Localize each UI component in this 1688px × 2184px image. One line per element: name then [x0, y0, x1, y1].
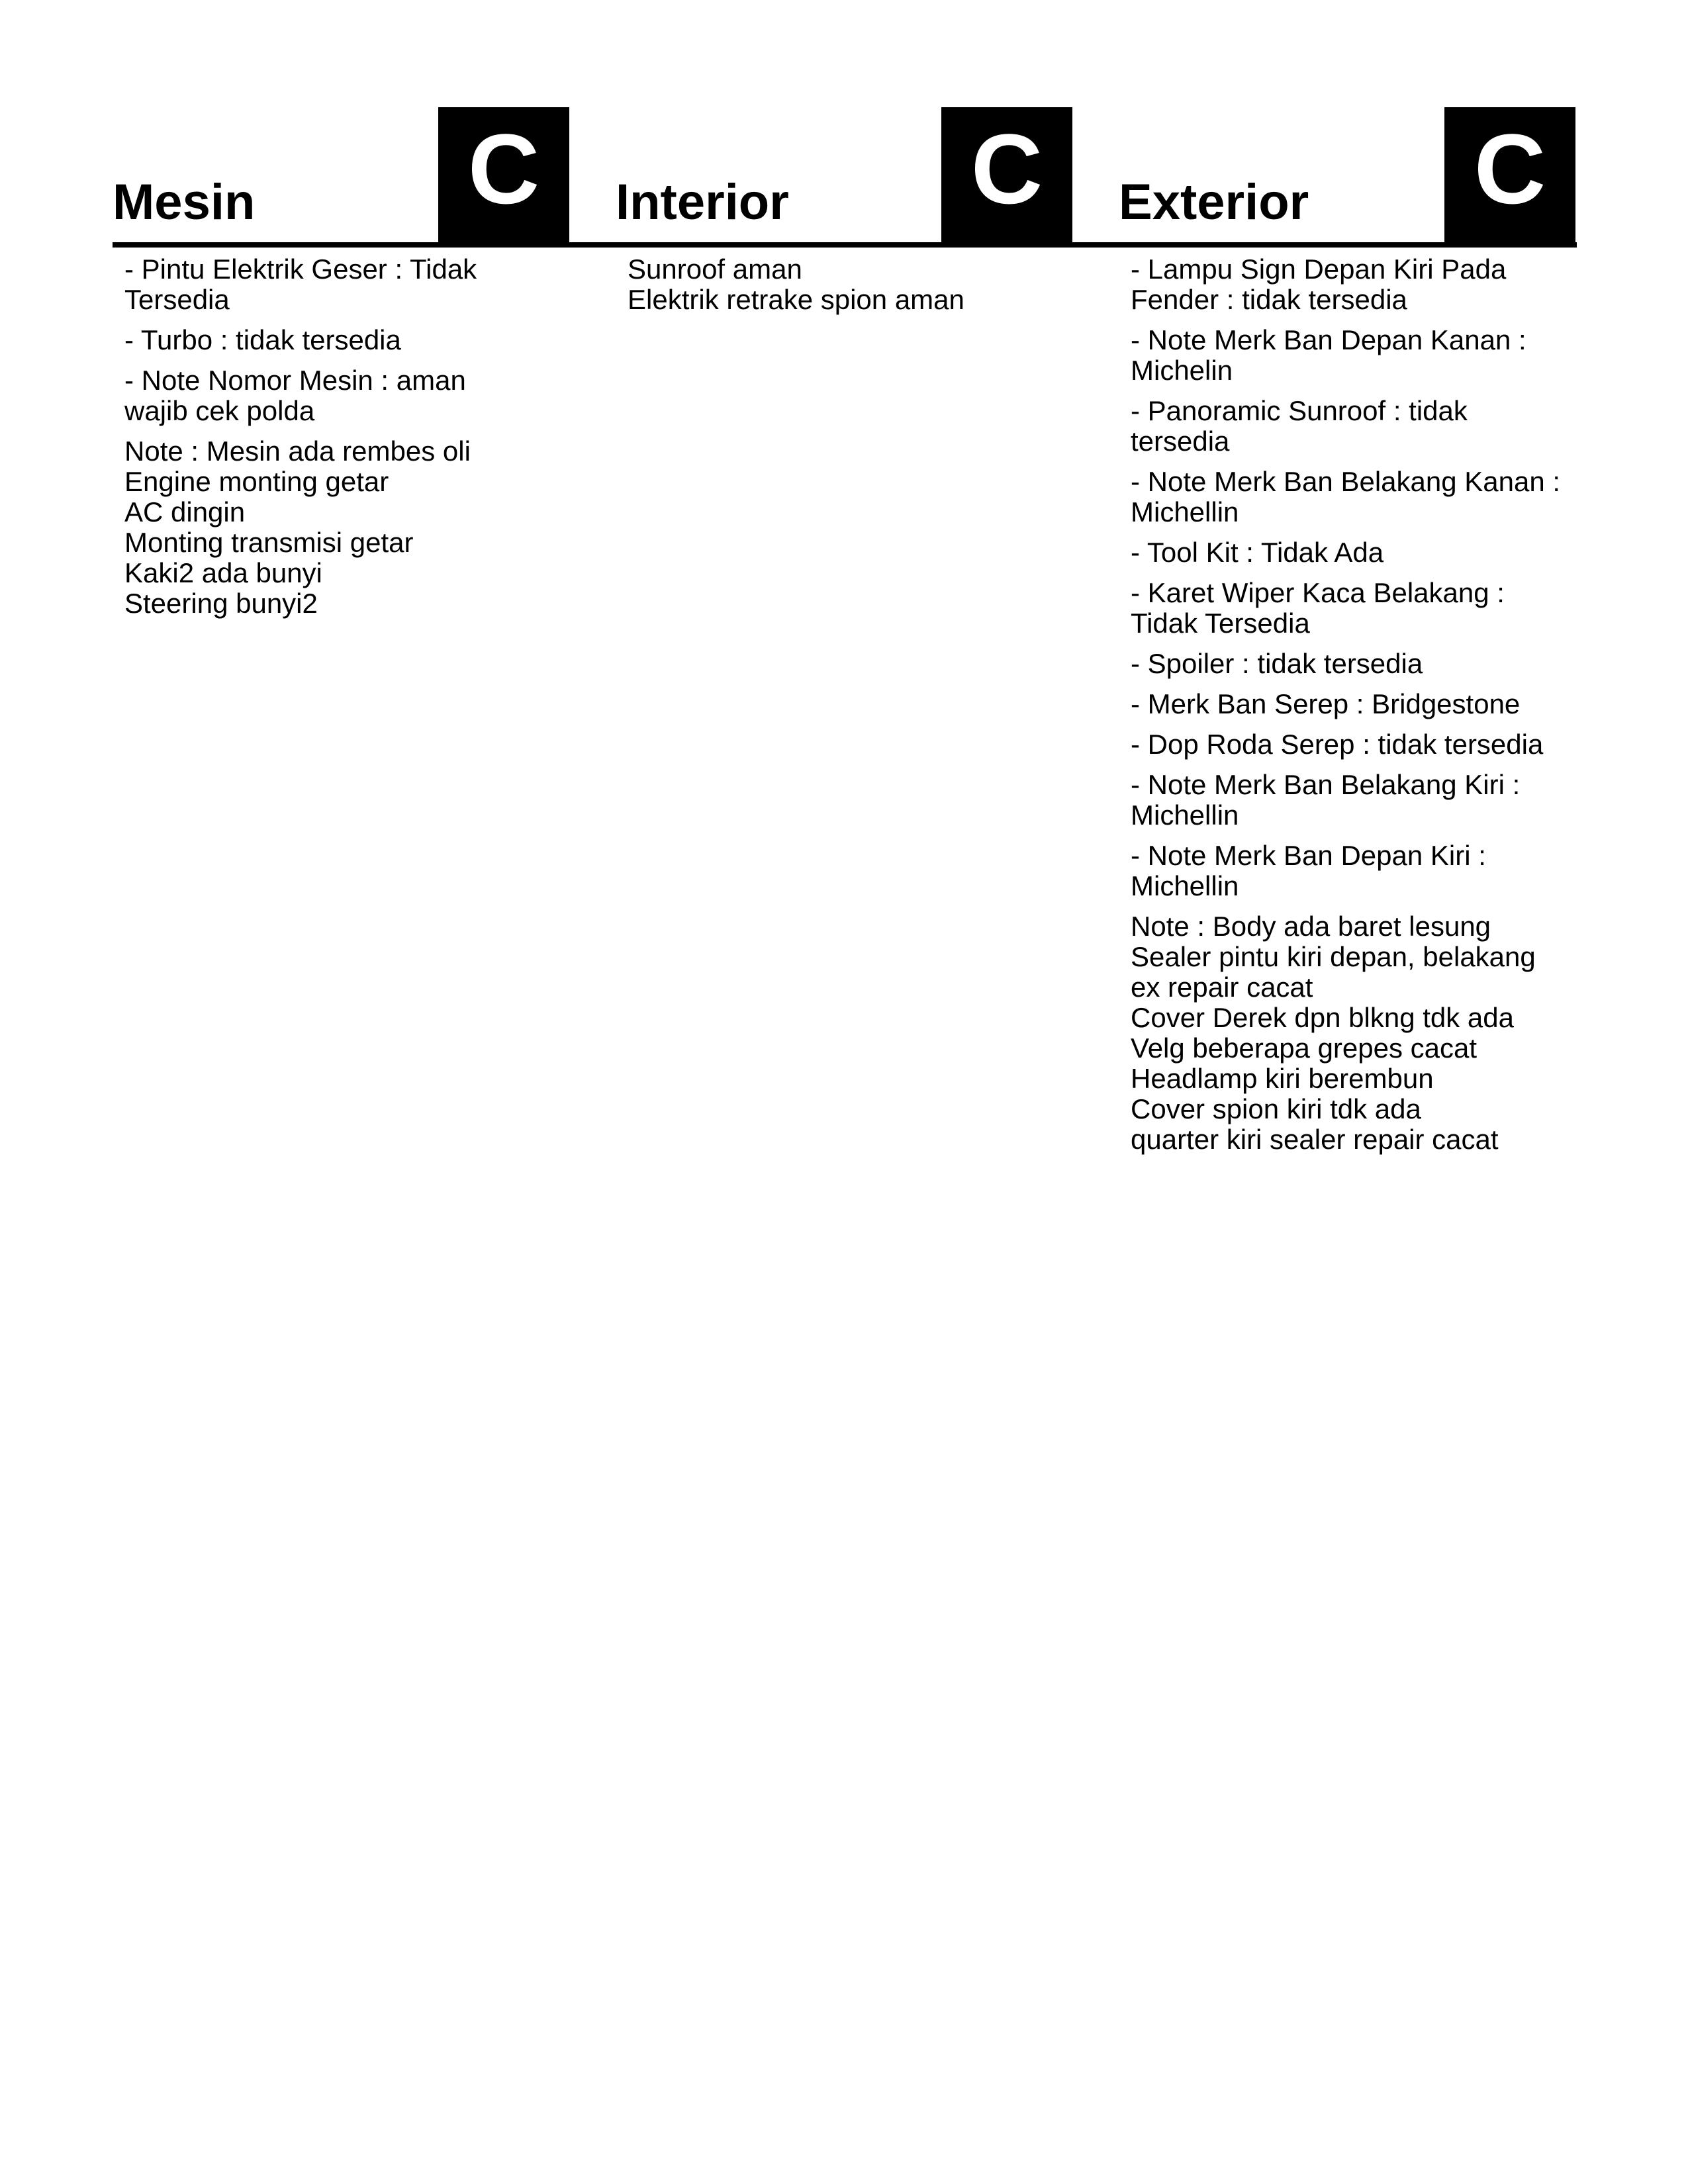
list-item: - Note Merk Ban Belakang Kiri : Michellin: [1131, 769, 1521, 831]
section-header-interior: [616, 107, 1072, 242]
list-item: - Spoiler : tidak tersedia: [1131, 648, 1423, 679]
list-item: - Karet Wiper Kaca Belakang : Tidak Tersedia: [1131, 577, 1505, 639]
section-body-mesin: [124, 254, 522, 619]
section-header-exterior: [1119, 107, 1575, 242]
list-item: - Note Merk Ban Belakang Kanan : Michellin: [1131, 466, 1561, 527]
section-note-exterior: Note : Body ada baret lesung Sealer pintu kiri depan, belakang ex repair cacat Cover Derek dpn blkng tdk ada Velg beberapa grepes cacat Headlamp kiri berembun Cover spion kiri tdk ada quarter kiri sealer repair cacat: [1131, 911, 1536, 1155]
grade-badge-exterior: C: [1444, 107, 1575, 242]
list-item: - Turbo : tidak tersedia: [124, 324, 401, 355]
section-header-mesin: [113, 107, 569, 242]
list-item: - Note Merk Ban Depan Kiri : Michellin: [1131, 840, 1486, 901]
list-item: - Note Merk Ban Depan Kanan : Michelin: [1131, 324, 1526, 386]
section-body-exterior: [1131, 254, 1568, 1155]
header-divider: [113, 242, 1577, 248]
section-title-mesin: Mesin: [113, 174, 256, 230]
section-note-mesin: Note : Mesin ada rembes oli Engine monting getar AC dingin Monting transmisi getar Kaki2 ada bunyi Steering bunyi2: [124, 435, 471, 619]
grade-badge-interior: C: [941, 107, 1072, 242]
list-item: - Tool Kit : Tidak Ada: [1131, 537, 1384, 568]
section-title-interior: Interior: [616, 174, 789, 230]
list-item: - Pintu Elektrik Geser : Tidak Tersedia: [124, 253, 477, 315]
section-header-row: [113, 107, 1577, 248]
section-body-interior: [628, 254, 1051, 315]
section-title-exterior: Exterior: [1119, 174, 1309, 230]
list-item: - Merk Ban Serep : Bridgestone: [1131, 688, 1521, 719]
list-item: - Dop Roda Serep : tidak tersedia: [1131, 729, 1544, 760]
section-note-interior: Sunroof aman Elektrik retrake spion aman: [628, 253, 964, 315]
list-item: - Note Nomor Mesin : aman wajib cek polda: [124, 365, 466, 426]
list-item: - Panoramic Sunroof : tidak tersedia: [1131, 395, 1468, 457]
list-item: - Lampu Sign Depan Kiri Pada Fender : tidak tersedia: [1131, 253, 1507, 315]
grade-badge-mesin: C: [438, 107, 569, 242]
